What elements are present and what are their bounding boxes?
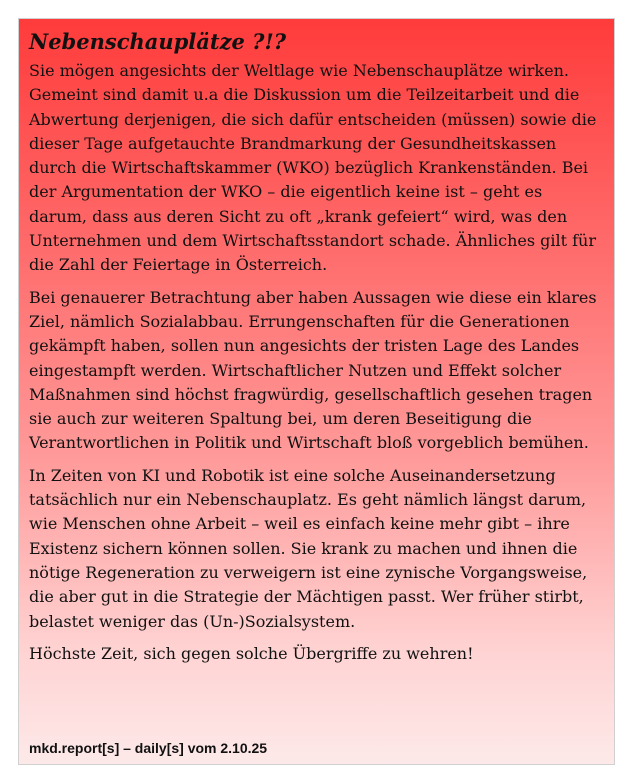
paragraph-3: In Zeiten von KI und Robotik ist eine solche Auseinandersetzung tatsächlich nur ein Nebenschauplatz. Es geht nämlich längst darum, wie Menschen ohne Arbeit – weil es einfach keine mehr gibt – ihre Existenz sichern können sollen. Sie krank zu machen und ihnen die nötige Regeneration zu verweigern ist eine zynische Vorgangsweise, die aber gut in die Strategie der Mächtigen passt. Wer früher stirbt, belastet weniger das (Un-)Sozialsystem.	[29, 465, 588, 631]
paragraph-1: Sie mögen angesichts der Weltlage wie Nebenschauplätze wirken. Gemeint sind damit u.a die Diskussion um die Teilzeitarbeit und die Abwertung derjenigen, die sich dafür entscheiden (müssen) sowie die dieser Tage aufgetauchte Brandmarkung der Gesundheitskassen durch die Wirtschaftskammer (WKO) bezüglich Krankenständen. Bei der Argumentation der WKO – die eigentlich keine ist – geht es darum, dass aus deren Sicht zu oft „krank gefeiert“ wird, was den Unternehmen und dem Wirtschaftsstandort schade. Ähnliches gilt für die Zahl der Feiertage in Österreich.	[29, 61, 597, 275]
article-title: Nebenschauplätze ?!?	[29, 29, 287, 54]
source-footer: mkd.report[s] – daily[s] vom 2.10.25	[29, 740, 268, 756]
paragraph-4: Höchste Zeit, sich gegen solche Übergriffe zu wehren!	[29, 643, 474, 663]
article-card	[18, 18, 615, 765]
paragraph-2: Bei genauerer Betrachtung aber haben Aussagen wie diese ein klares Ziel, nämlich Sozialabbau. Errungenschaften für die Generationen gekämpft haben, sollen nun angesichts der tristen Lage des Landes eingestampft werden. Wirtschaftlicher Nutzen und Effekt solcher Maßnahmen sind höchst fragwürdig, gesellschaftlich gesehen tragen sie auch zur weiteren Spaltung bei, um deren Beseitigung die Verantwortlichen in Politik und Wirtschaft bloß vorgeblich bemühen.	[29, 287, 597, 453]
